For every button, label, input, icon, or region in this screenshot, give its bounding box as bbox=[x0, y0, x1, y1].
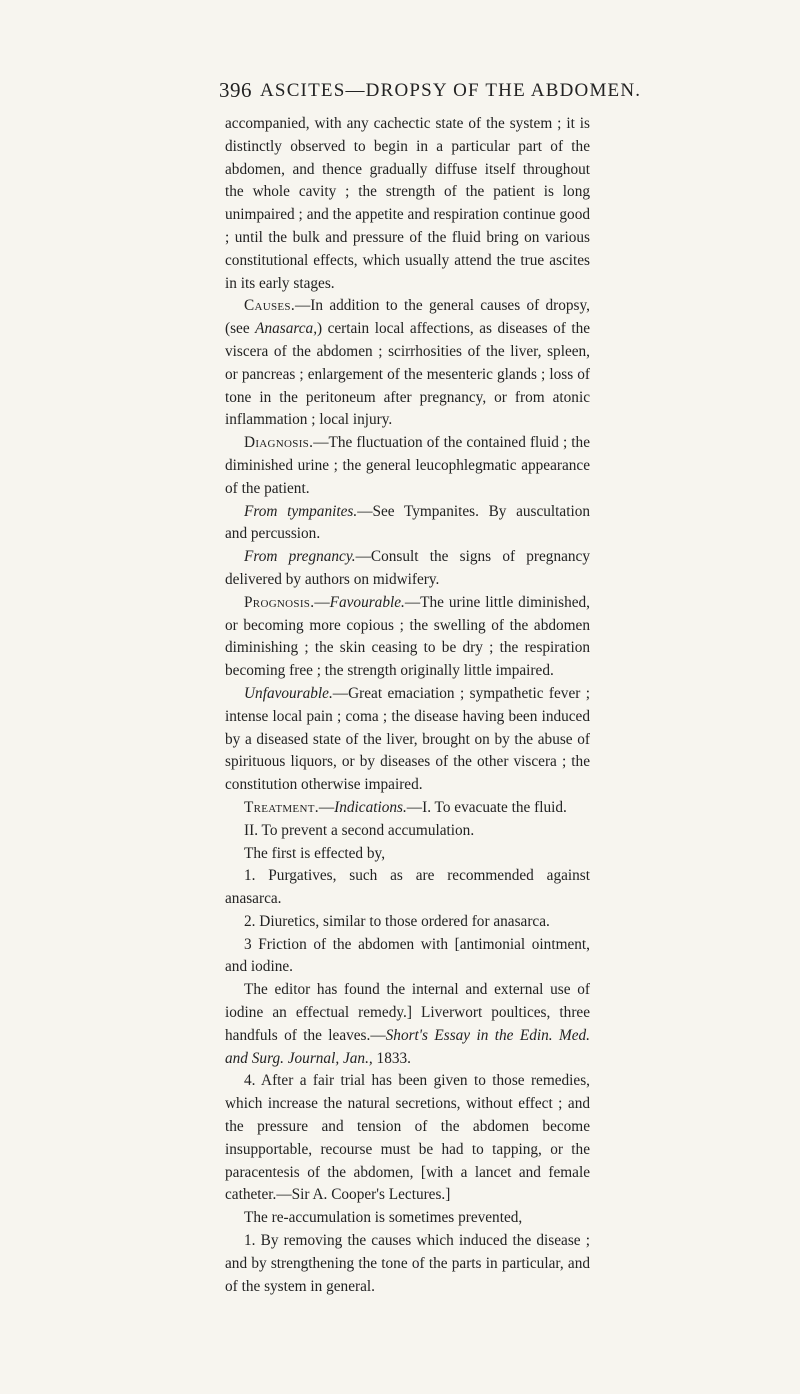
intro-paragraph: accompanied, with any cachectic state of the system ; it is distinctly observed to begin in a particular part of the abdomen, and thence gradually diffuse itself throughout the whole cavity ; the strength of the patient is long unimpaired ; and the appetite and respiration continue good ; until the bulk and pressure of the fluid bring on various constitutional effects, which usually attend the true ascites in its early stages. bbox=[225, 115, 590, 292]
favourable-heading: Favourable. bbox=[329, 593, 405, 611]
editor-note-text-a: The editor has found the internal and external use of iodine an effectual remedy.] Liverwort poultices, three handfuls of the leaves.— bbox=[225, 981, 590, 1044]
page-body bbox=[225, 113, 590, 1298]
causes-heading: Causes. bbox=[244, 297, 295, 315]
pregnancy-text: —Consult the signs of pregnancy delivered by authors on midwifery. bbox=[225, 548, 590, 588]
causes-text-a: —In addition to the general causes of dropsy, (see bbox=[225, 297, 590, 338]
pregnancy-paragraph bbox=[225, 546, 590, 592]
treatment-paragraph: Treatment.—Indications.—I. To evacuate the fluid. bbox=[244, 798, 567, 816]
prognosis-paragraph: Prognosis.—Favourable.—The urine little diminished, or becoming more copious ; the swelling of the abdomen diminishing ; the skin ceasing to be dry ; the respiration becoming free ; the strength originally little impaired. bbox=[225, 593, 590, 680]
list-item-tapping: 4. After a fair trial has been given to those remedies, which increase the natural secretions, without effect ; and the pressure and tension of the abdomen become insupportable, recourse must be had to tapping, or the paracentesis of the abdomen, [with a lancet and female catheter.—Sir A. Cooper's Lectures.] bbox=[225, 1072, 590, 1204]
page-header bbox=[0, 78, 800, 108]
unfavourable-paragraph bbox=[225, 683, 590, 797]
list-item-friction: 3 Friction of the abdomen with [antimonial ointment, and iodine. bbox=[225, 935, 590, 976]
editor-note-text-b: 1833. bbox=[372, 1049, 411, 1067]
diagnosis-paragraph bbox=[225, 432, 590, 500]
indication-one: —I. To evacuate the fluid. bbox=[406, 798, 567, 816]
diagnosis-heading: Diagnosis. bbox=[244, 434, 314, 452]
pregnancy-heading: From pregnancy. bbox=[244, 548, 356, 566]
favourable-text: —The urine little diminished, or becoming more copious ; the swelling of the abdomen diminishing ; the skin ceasing to be dry ; the respiration becoming free ; the strength originally little impaired. bbox=[225, 593, 590, 680]
prognosis-heading: Prognosis. bbox=[244, 593, 315, 611]
running-head: ASCITES—DROPSY OF THE ABDOMEN. bbox=[260, 80, 642, 101]
editor-note-ref: Short's Essay in the Edin. Med. and Surg. Journal, Jan., bbox=[225, 1026, 590, 1067]
causes-paragraph bbox=[225, 295, 590, 432]
list-item-purgatives: 1. Purgatives, such as are recommended against anasarca. bbox=[225, 867, 590, 908]
tympanites-paragraph bbox=[225, 501, 590, 547]
first-effected: The first is effected by, bbox=[244, 844, 386, 862]
treatment-heading: Treatment. bbox=[244, 798, 319, 816]
list-item-diuretics: 2. Diuretics, similar to those ordered for anasarca. bbox=[244, 912, 550, 930]
reaccumulation-text: The re-accumulation is sometimes prevented, bbox=[244, 1209, 523, 1227]
unfavourable-heading: Unfavourable. bbox=[244, 684, 333, 702]
unfavourable-text: —Great emaciation ; sympathetic fever ; intense local pain ; coma ; the disease having been induced by a diseased state of the liver, brought on by the abuse of spirituous liquors, or by diseases of the other viscera ; the constitution otherwise impaired. bbox=[225, 684, 590, 794]
tympanites-heading: From tympanites. bbox=[244, 502, 358, 520]
causes-ref: Anasarca, bbox=[255, 320, 318, 338]
page-number: 396 bbox=[219, 78, 252, 102]
list-item-removing-causes: 1. By removing the causes which induced the disease ; and by strengthening the tone of the parts in particular, and of the system in general. bbox=[225, 1232, 590, 1295]
indications-heading: Indications. bbox=[334, 798, 407, 816]
diagnosis-text: —The fluctuation of the contained fluid ; the diminished urine ; the general leucophlegmatic appearance of the patient. bbox=[225, 434, 590, 497]
causes-text-b: ) certain local affections, as diseases of the viscera of the abdomen ; scirrhosities of the liver, spleen, or pancreas ; enlargement of the mesenteric glands ; loss of tone in the peritoneum after pregnancy, or from atonic inflammation ; local injury. bbox=[225, 320, 591, 429]
editor-note-paragraph bbox=[225, 979, 590, 1070]
tympanites-text: —See Tympanites. By auscultation and percussion. bbox=[225, 502, 590, 543]
indication-two: II. To prevent a second accumulation. bbox=[244, 821, 475, 839]
